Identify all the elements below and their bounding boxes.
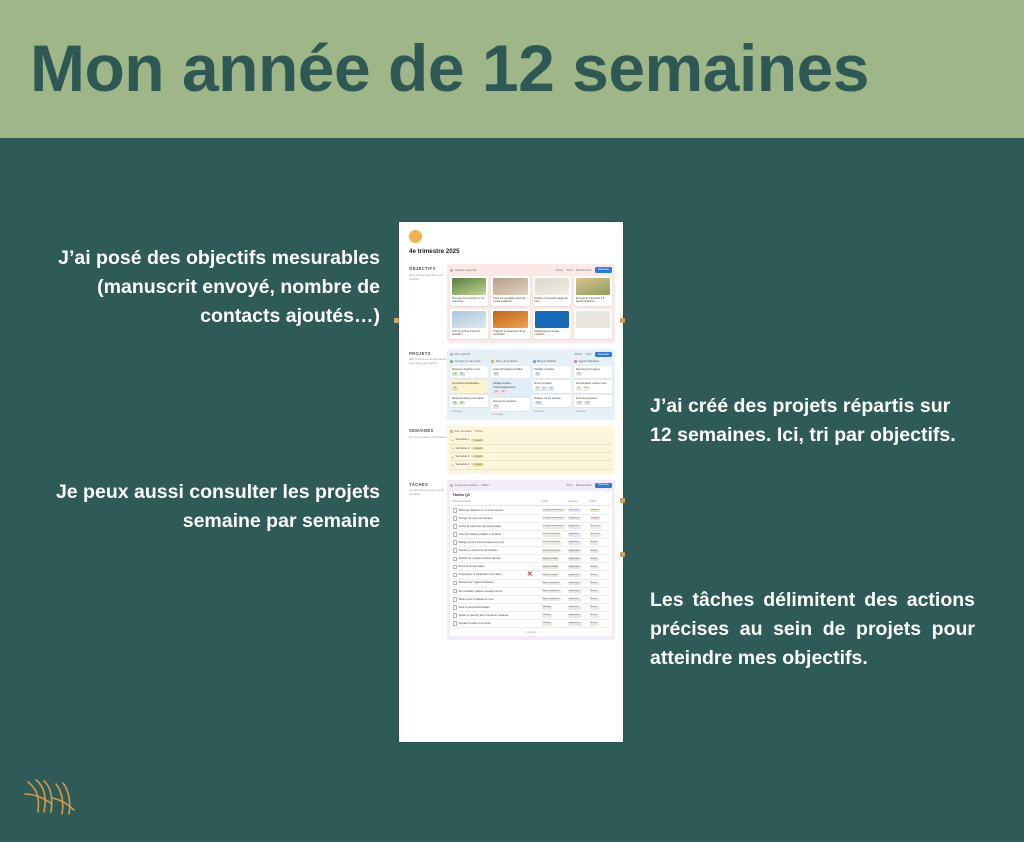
- week-count-badge: 2 projets: [472, 455, 483, 459]
- taches-table-board: [447, 480, 615, 641]
- week-row[interactable]: ▸ Semaine 1 3 projets: [450, 437, 612, 445]
- status-badge: À faire: [591, 549, 598, 552]
- week-tag: S4: [453, 401, 457, 404]
- project-card[interactable]: Corrections structurelles S3: [450, 380, 488, 392]
- table-row[interactable]: Mettre à jour le tableau de suivi Agents littéraires Semaine 7 À faire: [453, 596, 610, 604]
- resize-handle-right[interactable]: [620, 318, 625, 323]
- table-row[interactable]: Lister 20 maisons d’édition à contacter Prise de contacts Semaine 2 En cours: [453, 531, 610, 539]
- checkbox[interactable]: [453, 540, 458, 545]
- objectif-card[interactable]: Développer le réseau LinkedIn: [533, 309, 571, 339]
- section-sub: Les 12 semaines du trimestre: [409, 434, 447, 439]
- table-row[interactable]: Corriger les notes de relecture Corriger le manuscrit Semaine 1 Terminé: [453, 515, 610, 523]
- section-label: TÂCHES: [409, 481, 429, 487]
- column-header[interactable]: Agents littéraires: [574, 360, 612, 364]
- add-card-button[interactable]: + Nouveau: [573, 409, 586, 413]
- add-card-button[interactable]: + Nouveau: [450, 409, 463, 413]
- filter-button[interactable]: Filtrer: [555, 267, 564, 272]
- column-header-statut[interactable]: Statut: [589, 500, 597, 504]
- chevron-right-icon: ▸: [452, 446, 454, 451]
- status-badge: Terminé: [591, 509, 599, 512]
- project-card[interactable]: Personnaliser chaque envoi S9 S10: [574, 380, 612, 392]
- status-badge: En cours: [591, 533, 600, 536]
- tasks-table-header: [453, 500, 610, 506]
- table-icon: [450, 484, 453, 487]
- section-objectifs: [399, 260, 623, 344]
- card-thumbnail: [452, 311, 486, 328]
- week-tag: S7: [542, 387, 546, 390]
- table-row[interactable]: Écrire le premier article Blog & visibilité Semaine 4 À faire: [453, 563, 610, 571]
- checkbox[interactable]: [453, 621, 458, 626]
- section-semaines: [399, 422, 623, 475]
- table-row[interactable]: Faire le point hebdomadaire Pilotage Semaine 7 À faire: [453, 604, 610, 612]
- table-row[interactable]: Planifier les 4 sujets d’articles de blog Blog & visibilité Semaine 4 À faire: [453, 555, 610, 563]
- tasks-table: [450, 491, 612, 636]
- section-projets-label: [409, 349, 447, 421]
- objectifs-gallery: [450, 276, 612, 339]
- status-badge: Terminé: [591, 517, 599, 520]
- status-badge: À faire: [591, 598, 598, 601]
- week-tag: S3: [494, 390, 498, 393]
- status-badge: À faire: [591, 573, 598, 576]
- embedded-screenshot: [399, 222, 623, 742]
- resize-handle-right-bottom[interactable]: [620, 552, 625, 557]
- project-card[interactable]: Relecture finale à voix haute S4 S5: [450, 395, 488, 407]
- title-band: [0, 0, 1024, 138]
- week-tag: S1: [536, 372, 539, 375]
- section-label: PROJETS: [409, 350, 431, 356]
- week-tag: S12: [585, 401, 590, 404]
- week-tag: S5: [460, 401, 464, 404]
- chevron-right-icon: ▸: [452, 454, 454, 459]
- view-tab-objectifs[interactable]: Galerie objectifs: [450, 268, 477, 272]
- table-row[interactable]: Programmer la publication et les relais Blog & visibilité Semaine 5 À faire: [453, 571, 610, 579]
- new-button[interactable]: Nouveau: [595, 483, 612, 488]
- week-tag: S2: [460, 372, 464, 375]
- checkbox[interactable]: [453, 605, 458, 610]
- card-thumbnail: [452, 278, 486, 295]
- status-badge: À faire: [591, 541, 598, 544]
- project-card[interactable]: Envoyer les dossiers S6: [491, 398, 529, 410]
- callout-objectifs: J’ai posé des objectifs mesurables (manuscrit envoyé, nombre de contacts ajoutés…): [58, 247, 380, 327]
- table-row[interactable]: Ajuster le planning des 5 semaines restantes Pilotage Semaine 8 À faire: [453, 612, 610, 620]
- week-tag: S3: [453, 387, 457, 390]
- tasks-table-title: Tâches Q4: [452, 493, 470, 498]
- week-tag: S2: [494, 372, 498, 375]
- checkbox[interactable]: [453, 589, 458, 594]
- card-thumbnail: [535, 311, 569, 328]
- section-projets: [399, 345, 623, 423]
- checkbox[interactable]: [453, 548, 458, 553]
- project-card[interactable]: Sélectionner 5 agents S8: [574, 366, 612, 378]
- status-badge: À faire: [591, 622, 598, 625]
- checkbox[interactable]: [453, 573, 458, 578]
- page-title: Mon année de 12 semaines: [30, 31, 870, 105]
- chevron-right-icon: ▸: [452, 438, 454, 443]
- red-annotation-mark: ✕: [527, 571, 533, 578]
- checkbox[interactable]: [453, 516, 458, 521]
- status-dot-icon: [450, 360, 453, 363]
- section-sub: Mes grands objectifs de fin d’année: [409, 272, 444, 281]
- column-header[interactable]: Prise de contacts: [491, 360, 529, 364]
- project-card[interactable]: Suivi des réponses S11 S12: [574, 395, 612, 407]
- resize-handle-right-lower[interactable]: [620, 498, 625, 503]
- week-tag: S9: [549, 387, 553, 390]
- objectif-card[interactable]: Envoyer le manuscrit à 5 agents littéraires: [574, 276, 612, 306]
- column-header[interactable]: Blog & visibilité: [533, 360, 571, 364]
- week-count-badge: 3 projets: [472, 463, 483, 467]
- callout-projets: J’ai créé des projets répartis sur 12 semaines. Ici, tri par objectifs.: [650, 395, 956, 446]
- kanban-column: [574, 360, 612, 416]
- objectif-card[interactable]: Préparer le lancement de la newsletter: [491, 309, 529, 339]
- project-card[interactable]: Planifier 4 articles S1: [533, 366, 571, 378]
- project-card[interactable]: Relecture chapitres 1 à 6 S1 S2: [450, 366, 488, 378]
- status-badge: À faire: [591, 557, 598, 560]
- add-card-button[interactable]: + Nouveau: [532, 409, 545, 413]
- week-row[interactable]: ▸ Semaine 3 2 projets: [450, 453, 612, 461]
- semaines-list-board: [447, 426, 615, 473]
- callout-semaines: Je peux aussi consulter les projets semaine par semaine: [55, 481, 380, 532]
- objectif-card[interactable]: Terminer la correction du 2e manuscrit: [450, 276, 488, 306]
- card-thumbnail: [493, 311, 527, 328]
- avatar: [409, 230, 422, 243]
- logo: [22, 774, 82, 820]
- week-row[interactable]: ▸ Semaine 2 4 projets: [450, 445, 612, 453]
- section-taches: [399, 476, 623, 643]
- checkbox[interactable]: [453, 613, 458, 618]
- view-tab-projets[interactable]: Par objectif: [450, 352, 470, 356]
- status-badge: À faire: [591, 606, 598, 609]
- view-tab-taches[interactable]: Toutes les tâches: [450, 483, 478, 487]
- table-row[interactable]: Vérifier la cohérence des personnages Corriger le manuscrit Semaine 2 En cours: [453, 523, 610, 531]
- status-dot-icon: [574, 360, 577, 363]
- objectifs-gallery-board: [447, 264, 615, 342]
- new-button[interactable]: Nouveau: [595, 267, 612, 272]
- taches-toolbar: [450, 483, 612, 488]
- projets-kanban-board: [447, 349, 615, 421]
- section-label: OBJECTIFS: [409, 266, 436, 272]
- new-button[interactable]: Nouveau: [595, 352, 612, 357]
- callout-taches: Les tâches délimitent des actions précises au sein de projets pour atteindre mes objectifs.: [650, 589, 975, 669]
- week-count-badge: 4 projets: [472, 446, 483, 450]
- status-badge: À faire: [591, 590, 598, 593]
- column-header-semaine[interactable]: Semaine: [567, 500, 578, 504]
- screenshot-header: [399, 222, 623, 260]
- project-card[interactable]: Lister 20 maisons d’édition S2: [491, 366, 529, 378]
- card-thumbnail: [493, 278, 527, 295]
- checkbox[interactable]: [453, 565, 458, 570]
- table-row[interactable]: Sélectionner 5 agents littéraires Agents littéraires Semaine 6 À faire: [453, 580, 610, 588]
- kanban-column: [491, 360, 529, 416]
- section-semaines-label: [409, 426, 447, 473]
- section-sub: Les actions concrètes de la semaine: [409, 488, 445, 496]
- objectifs-toolbar: [450, 267, 612, 272]
- week-tag: S8: [577, 372, 581, 375]
- table-row[interactable]: Préparer le dossier de présentation Prise de contacts Semaine 3 À faire: [453, 547, 610, 555]
- filter-button[interactable]: Filtrer: [474, 429, 483, 434]
- sort-button[interactable]: Trier: [585, 352, 592, 357]
- objectif-card[interactable]: Publier 4 nouvelles pages de blog: [533, 276, 571, 306]
- list-icon: [450, 430, 453, 433]
- status-badge: En cours: [591, 525, 600, 528]
- column-header-projet[interactable]: Projet: [541, 500, 549, 504]
- status-badge: À faire: [591, 581, 598, 584]
- projets-toolbar: [450, 352, 612, 357]
- sort-button[interactable]: Trier: [566, 483, 573, 488]
- card-thumbnail: [576, 311, 610, 328]
- objectif-card[interactable]: Faire 10 nouvelles prises de contact éditeurs: [491, 276, 529, 306]
- week-count-badge: 3 projets: [472, 438, 483, 442]
- search-icon[interactable]: Rechercher: [575, 483, 592, 488]
- table-row[interactable]: Préparer le bilan du trimestre Pilotage Semaine 12 À faire: [453, 620, 610, 628]
- project-card[interactable]: Écrire et publier S5 S7 S9: [533, 380, 571, 392]
- table-row[interactable]: Rédiger la lettre d’accompagnement type Prise de contacts Semaine 3 À faire: [453, 539, 610, 547]
- checkbox[interactable]: [453, 557, 458, 562]
- section-label: SEMAINES: [409, 428, 434, 434]
- semaines-toolbar: [450, 429, 612, 433]
- project-card[interactable]: Rédiger la lettre d’accompagnement S3 S4: [491, 380, 529, 396]
- board-icon: [450, 353, 453, 356]
- status-dot-icon: [533, 360, 536, 363]
- card-thumbnail: [576, 278, 610, 295]
- kanban-columns: [450, 360, 612, 416]
- add-task-button[interactable]: + Nouvelle: [525, 630, 537, 634]
- week-row[interactable]: ▸ Semaine 4 3 projets: [450, 461, 612, 469]
- column-header[interactable]: Corriger le manuscrit: [450, 360, 488, 364]
- kanban-column: [533, 360, 571, 416]
- document-title: 4e trimestre 2025: [409, 248, 460, 255]
- kanban-column: [450, 360, 488, 416]
- checkbox[interactable]: [453, 532, 458, 537]
- status-badge: À faire: [591, 565, 598, 568]
- week-tag: S4: [501, 390, 505, 393]
- section-sub: Mes projets sur 12 semaines, regroupés par objectif: [409, 357, 447, 365]
- table-row[interactable]: Relire les chapitres 1 et 2 à tête reposée Corriger le manuscrit Semaine 1 Terminé: [453, 507, 610, 515]
- filter-button[interactable]: Filtrer: [574, 352, 583, 357]
- search-icon[interactable]: Rechercher: [575, 267, 592, 272]
- view-tab-semaines[interactable]: Par semaine: [450, 429, 472, 433]
- checkbox[interactable]: [453, 508, 458, 513]
- objectif-card[interactable]: Tenir le rythme d’écriture quotidien: [450, 309, 488, 339]
- week-tag: S10: [536, 401, 540, 404]
- week-tag: S11: [577, 401, 582, 404]
- sort-button[interactable]: Trier: [566, 267, 573, 272]
- table-row[interactable]: Personnaliser chaque message d’envoi Agents littéraires Semaine 6 À faire: [453, 588, 610, 596]
- week-tag: S1: [453, 372, 457, 375]
- status-dot-icon: [491, 360, 494, 363]
- filter-button[interactable]: Filtrer: [481, 483, 490, 488]
- grid-icon: [450, 269, 453, 272]
- week-tag: S5: [536, 387, 539, 390]
- status-badge: À faire: [591, 614, 598, 617]
- checkbox[interactable]: [453, 597, 458, 602]
- add-card-button[interactable]: + Nouveau: [491, 413, 504, 417]
- week-tag: S10: [584, 387, 589, 390]
- checkbox[interactable]: [453, 524, 458, 529]
- chevron-right-icon: ▸: [452, 462, 454, 467]
- checkbox[interactable]: [453, 581, 458, 586]
- week-tag: S9: [577, 387, 581, 390]
- project-card[interactable]: Relayer sur les réseaux S10: [533, 395, 571, 407]
- card-thumbnail: [535, 278, 569, 295]
- section-taches-label: [409, 480, 447, 641]
- objectif-card[interactable]: [574, 309, 612, 339]
- resize-handle-left[interactable]: [394, 318, 399, 323]
- section-objectifs-label: [409, 264, 447, 342]
- column-header-name[interactable]: Nom de la tâche: [452, 500, 471, 504]
- week-tag: S6: [494, 405, 498, 408]
